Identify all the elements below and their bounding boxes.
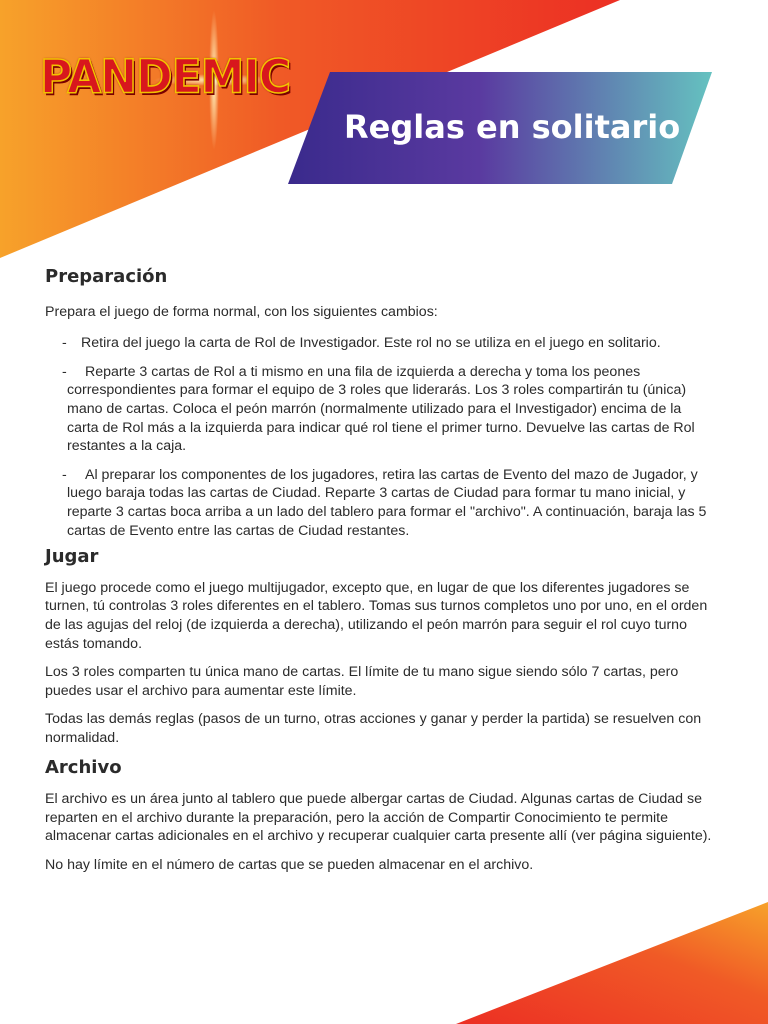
archive-paragraph-1: El archivo es un área junto al tablero que puede albergar cartas de Ciudad. Algunas cartas de Ciudad se reparten en el archivo durante la preparación, pero la acción de Compartir Conocimiento te permite almacenar cartas adicionales en el archivo y recuperar cualquier carta presente allí (ver página siguiente).: [45, 791, 712, 845]
setup-intro: Prepara el juego de forma normal, con los siguientes cambios:: [45, 303, 438, 320]
setup-heading: Preparación: [45, 266, 168, 287]
setup-item-2: [45, 363, 715, 456]
setup-item-3: [45, 466, 715, 540]
pandemic-logo: PANDEMIC: [40, 50, 291, 105]
play-paragraph-2: Los 3 roles comparten tu única mano de cartas. El límite de tu mano sigue siendo sólo 7 cartas, pero puedes usar el archivo para aumentar este límite.: [45, 664, 679, 699]
dash-bullet: -: [62, 466, 67, 483]
setup-item-1: [45, 334, 715, 353]
play-heading: Jugar: [45, 546, 99, 568]
dash-bullet: -: [62, 363, 67, 380]
archive-heading: Archivo: [45, 757, 122, 779]
archive-paragraph-2: No hay límite en el número de cartas que se pueden almacenar en el archivo.: [45, 856, 534, 873]
setup-item-text: Retira del juego la carta de Rol de Investigador. Este rol no se utiliza en el juego en solitario.: [81, 335, 661, 352]
setup-item-text: Reparte 3 cartas de Rol a ti mismo en una fila de izquierda a derecha y toma los peones correspondientes para formar el equipo de 3 roles que liderarás. Los 3 roles compartirán tu (única) mano de cartas. Coloca el peón marrón (normalmente utilizado para el Investigador) encima de la carta de Rol más a la izquierda para indicar qué rol tiene el primer turno. Devuelve las cartas de Rol restantes a la caja.: [67, 363, 695, 455]
setup-item-text: Al preparar los componentes de los jugadores, retira las cartas de Evento del mazo de Jugador, y luego baraja todas las cartas de Ciudad. Reparte 3 cartas de Ciudad para formar tu mano inicial, y reparte 3 cartas boca arriba a un lado del tablero para formar el "archivo". A continuación, baraja las 5 cartas de Evento entre las cartas de Ciudad restantes.: [67, 466, 707, 539]
dash-bullet: -: [62, 335, 67, 352]
play-paragraph-3: Todas las demás reglas (pasos de un turno, otras acciones y ganar y perder la partida) se resuelven con normalidad.: [45, 711, 702, 746]
play-paragraph-1: El juego procede como el juego multijugador, excepto que, en lugar de que los diferentes jugadores se turnen, tú controlas 3 roles diferentes en el tablero. Tomas sus turnos completos uno por uno, en el orden de las agujas del reloj (de izquierda a derecha), utilizando el peón marrón para seguir el rol cuyo turno estás tomando.: [45, 579, 708, 652]
page-title: Reglas en solitario: [344, 108, 681, 146]
bottom-corner-shape: [456, 902, 768, 1024]
rules-content: [45, 268, 715, 874]
